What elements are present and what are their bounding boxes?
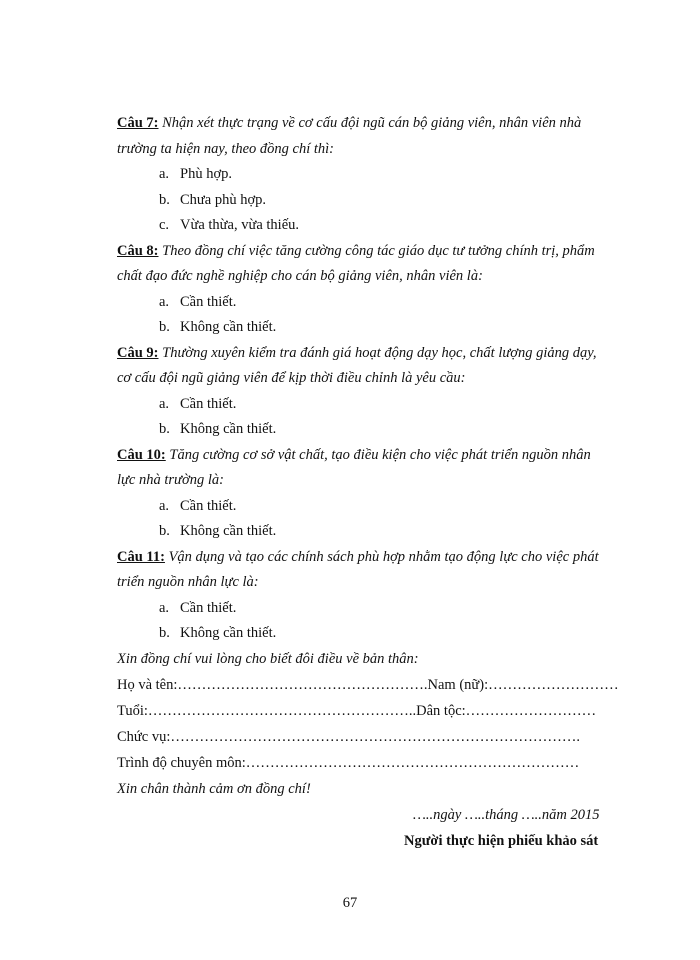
question-10-label: Câu 10: xyxy=(117,447,166,463)
question-11-option-a xyxy=(159,599,236,617)
question-8-text-2: chất đạo đức nghề nghiệp cho cán bộ giảng viên, nhân viên là: xyxy=(117,268,483,284)
option-text: Cần thiết. xyxy=(180,498,237,514)
option-text: Cần thiết. xyxy=(180,600,237,616)
option-text: Cần thiết. xyxy=(180,294,237,310)
option-text: Không cần thiết. xyxy=(180,625,277,641)
question-11-option-b xyxy=(159,624,276,642)
question-9-label: Câu 9: xyxy=(117,345,159,361)
question-8-option-b xyxy=(159,318,276,336)
question-11-label: Câu 11: xyxy=(117,549,165,565)
education-field: Trình độ chuyên môn:…………………………………………………………… xyxy=(117,755,580,771)
option-letter: b. xyxy=(159,625,170,641)
option-letter: b. xyxy=(159,523,170,539)
option-letter: a. xyxy=(159,498,170,514)
name-field: Họ và tên:…………………………………………….Nam (nữ):……………………… xyxy=(117,677,619,693)
question-11-text-1: Vận dụng và tạo các chính sách phù hợp nhằm tạo động lực cho việc phát xyxy=(164,549,599,565)
personal-intro: Xin đồng chí vui lòng cho biết đôi điều về bản thân: xyxy=(117,651,419,667)
question-10-text-1: Tăng cường cơ sở vật chất, tạo điều kiện cho việc phát triển nguồn nhân xyxy=(165,447,591,463)
option-letter: a. xyxy=(159,600,170,616)
question-10-line-1 xyxy=(117,446,591,464)
option-letter: b. xyxy=(159,192,170,208)
question-7-option-a xyxy=(159,165,232,183)
option-text: Chưa phù hợp. xyxy=(180,192,267,208)
question-8-option-a xyxy=(159,293,236,311)
question-7-text-1: Nhận xét thực trạng về cơ cấu đội ngũ cán bộ giảng viên, nhân viên nhà xyxy=(158,115,582,131)
thanks-text: Xin chân thành cảm ơn đồng chí! xyxy=(117,781,311,797)
signer-title: Người thực hiện phiếu khảo sát xyxy=(404,833,599,849)
option-text: Không cần thiết. xyxy=(180,523,277,539)
question-8-label: Câu 8: xyxy=(117,243,159,259)
age-field: Tuổi:………………………………………………..Dân tộc:……………………… xyxy=(117,703,597,719)
question-9-text-2: cơ cấu đội ngũ giảng viên để kịp thời điều chỉnh là yêu cầu: xyxy=(117,370,466,386)
question-9-option-a xyxy=(159,395,236,413)
question-10-text-2: lực nhà trường là: xyxy=(117,472,224,488)
question-10-option-a xyxy=(159,497,236,515)
question-7-option-b xyxy=(159,191,266,209)
question-9-line-1 xyxy=(117,344,597,362)
question-11-line-1 xyxy=(117,548,599,566)
page-number: 67 xyxy=(342,895,358,911)
date-line: …..ngày …..tháng …..năm 2015 xyxy=(413,807,600,823)
position-field: Chức vụ:…………………………………………………………………………. xyxy=(117,729,580,745)
question-8-text-1: Theo đồng chí việc tăng cường công tác giáo dục tư tưởng chính trị, phẩm xyxy=(158,243,595,259)
question-10-option-b xyxy=(159,522,276,540)
option-letter: b. xyxy=(159,421,170,437)
question-7-label: Câu 7: xyxy=(117,115,159,131)
question-8-line-1 xyxy=(117,242,595,260)
option-letter: a. xyxy=(159,294,170,310)
question-7-option-c xyxy=(159,216,299,234)
option-text: Phù hợp. xyxy=(180,166,232,182)
question-7-text-2: trường ta hiện nay, theo đồng chí thì: xyxy=(117,141,335,157)
option-text: Không cần thiết. xyxy=(180,421,277,437)
option-letter: a. xyxy=(159,396,170,412)
question-9-option-b xyxy=(159,420,276,438)
question-11-text-2: triển nguồn nhân lực là: xyxy=(117,574,259,590)
option-text: Vừa thừa, vừa thiếu. xyxy=(180,217,300,233)
option-text: Cần thiết. xyxy=(180,396,237,412)
question-7-line-1 xyxy=(117,114,581,132)
option-text: Không cần thiết. xyxy=(180,319,277,335)
question-9-text-1: Thường xuyên kiểm tra đánh giá hoạt động dạy học, chất lượng giảng dạy, xyxy=(158,345,597,361)
option-letter: b. xyxy=(159,319,170,335)
option-letter: a. xyxy=(159,166,170,182)
option-letter: c. xyxy=(159,217,170,233)
